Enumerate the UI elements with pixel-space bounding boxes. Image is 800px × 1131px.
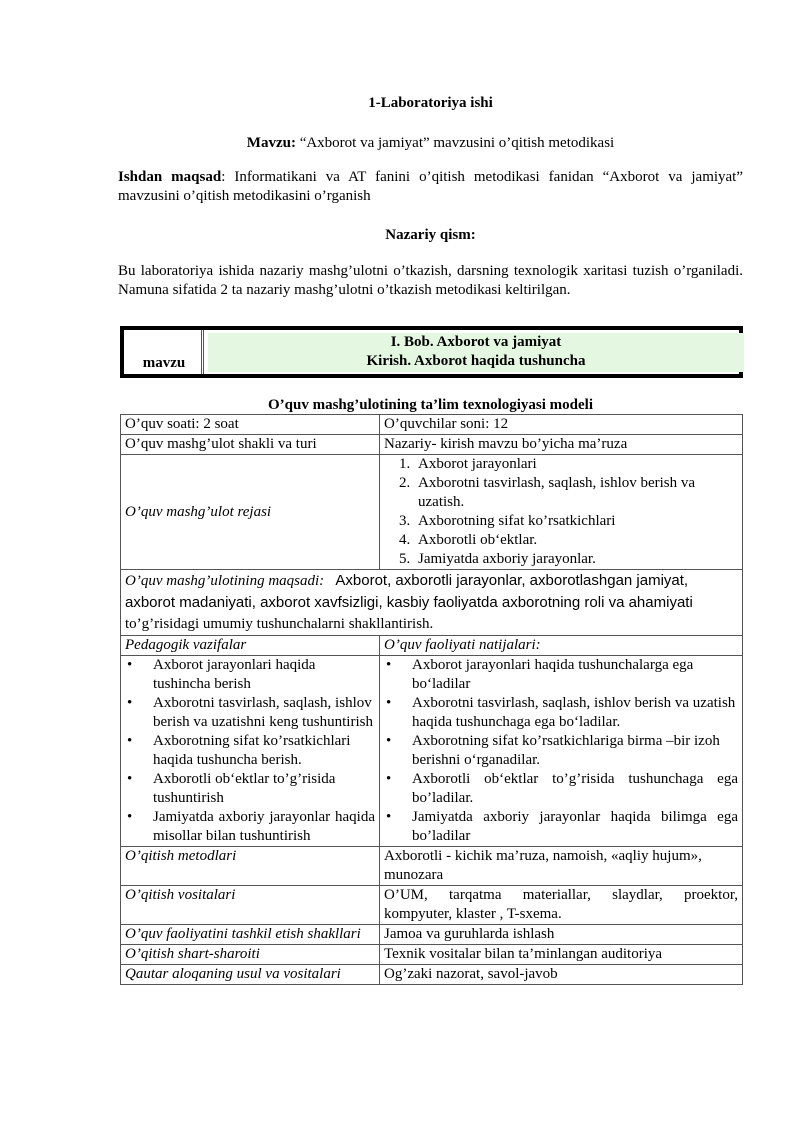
- list-item: 3. Axborotning sifat ko’rsatkichlari: [414, 512, 738, 531]
- metod-value: Axborotli - kichik ma’ruza, namoish, «aqliy hujum», munozara: [380, 847, 743, 886]
- list-item: • Axborotni tasvirlash, saqlash, ishlov berish va uzatishni keng tushuntirish: [149, 694, 375, 732]
- vosita-value: O’UM, tarqatma materiallar, slaydlar, proektor, kompyuter, klaster , T-sxema.: [380, 886, 743, 925]
- topic-line2: Kirish. Axborot haqida tushuncha: [366, 353, 586, 369]
- list-item: • Axborotli ob‘ektlar to’g’risida tushunchaga ega bo’ladilar.: [408, 770, 738, 808]
- table-row: [121, 455, 743, 570]
- mavzu-label: Mavzu:: [246, 135, 296, 151]
- maqsadi-text: Axborot, axborotli jarayonlar, axborotlashgan jamiyat, axborot madaniyati, axborot xavfsizligi, kasbiy faoliyatda axborotning roli va ahamiyati: [125, 572, 693, 611]
- shakli-label: O’quv mashg’ulot shakli va turi: [121, 435, 380, 455]
- reja-label: O’quv mashg’ulot rejasi: [121, 455, 380, 570]
- metod-label: O’qitish metodlari: [121, 847, 380, 886]
- topic-label-cell: [124, 330, 204, 374]
- list-item: • Jamiyatda axboriy jarayonlar haqida bilimga ega bo’ladilar: [408, 808, 738, 846]
- list-item: • Jamiyatda axboriy jarayonlar haqida misollar bilan tushuntirish: [149, 808, 375, 846]
- aloqa-value: Og’zaki nazorat, savol-javob: [380, 965, 743, 985]
- maqsadi-tail: to’g’risidagi umumiy tushunchalarni shakllantirish.: [125, 616, 434, 632]
- list-item: • Axborot jarayonlari haqida tushincha berish: [149, 656, 375, 694]
- soni-cell: O’quvchilar soni: 12: [380, 415, 743, 435]
- technology-model-table: [120, 414, 743, 985]
- list-item: 5. Jamiyatda axboriy jarayonlar.: [414, 550, 738, 569]
- mavzu-line: [118, 134, 743, 153]
- shakli-value: Nazariy- kirish mavzu bo’yicha ma’ruza: [380, 435, 743, 455]
- reja-list: [384, 455, 738, 569]
- vosita-label: O’qitish vositalari: [121, 886, 380, 925]
- list-item: • Axborotli ob‘ektlar to’g’risida tushuntirish: [149, 770, 375, 808]
- soat-cell: O’quv soati: 2 soat: [121, 415, 380, 435]
- table-row: [121, 945, 743, 965]
- intro-paragraph: Bu laboratoriya ishida nazariy mashg’ulotni o’tkazish, darsning texnologik xaritasi tuzish o’rganiladi. Namuna sifatida 2 ta nazariy mashg’ulotni o’tkazish metodikasi keltirilgan.: [118, 263, 743, 298]
- maqsadi-cell: [121, 570, 743, 636]
- table-row: [121, 636, 743, 656]
- list-item: • Axborotni tasvirlash, saqlash, ishlov berish va uzatish haqida tushunchaga ega bo‘ladilar.: [408, 694, 738, 732]
- aloqa-label: Qautar aloqaning usul va vositalari: [121, 965, 380, 985]
- maqsadi-label: O’quv mashg’ulotining maqsadi:: [125, 573, 325, 589]
- table-row: [121, 925, 743, 945]
- maqsad-label: Ishdan maqsad: [118, 169, 222, 185]
- pedagogik-list: [125, 656, 375, 846]
- tashkil-value: Jamoa va guruhlarda ishlash: [380, 925, 743, 945]
- maqsad-paragraph: [118, 168, 743, 206]
- topic-box: [120, 326, 743, 378]
- list-item: • Axborot jarayonlari haqida tushunchalarga ega bo‘ladilar: [408, 656, 738, 694]
- table-title: O’quv mashg’ulotining ta’lim texnologiyasi modeli: [267, 397, 594, 413]
- table-row: [121, 656, 743, 847]
- list-item: 4. Axborotli ob‘ektlar.: [414, 531, 738, 550]
- table-row: [121, 847, 743, 886]
- topic-label: mavzu: [142, 355, 186, 371]
- table-row: [121, 965, 743, 985]
- shart-value: Texnik vositalar bilan ta’minlangan auditoriya: [380, 945, 743, 965]
- table-row: [121, 415, 743, 435]
- topic-title-cell: [208, 333, 744, 372]
- shart-label: O’qitish shart-sharoiti: [121, 945, 380, 965]
- list-item: 2. Axborotni tasvirlash, saqlash, ishlov berish va uzatish.: [414, 474, 738, 512]
- list-item: • Axborotning sifat ko’rsatkichlariga birma –bir izoh berishni o‘rganadilar.: [408, 732, 738, 770]
- table-row: [121, 570, 743, 636]
- topic-line1: I. Bob. Axborot va jamiyat: [390, 334, 562, 350]
- natijalar-list: [384, 656, 738, 846]
- maqsad-text: : Informatikani va AT fanini o’qitish metodikasi fanidan “Axborot va jamiyat” mavzusini o’qitish metodikasini o’rganish: [118, 169, 744, 204]
- table-row: [121, 435, 743, 455]
- table-row: [121, 886, 743, 925]
- list-item: 1. Axborot jarayonlari: [414, 455, 738, 474]
- tashkil-label: O’quv faoliyatini tashkil etish shakllari: [121, 925, 380, 945]
- document-title: 1-Laboratoriya ishi: [368, 95, 493, 111]
- section-heading: Nazariy qism:: [385, 227, 476, 243]
- pedagogik-cell: [121, 656, 380, 847]
- mavzu-text: “Axborot va jamiyat” mavzusini o’qitish metodikasi: [295, 135, 615, 151]
- pedagogik-label: Pedagogik vazifalar: [121, 636, 380, 656]
- natijalar-label: O’quv faoliyati natijalari:: [380, 636, 743, 656]
- natijalar-cell: [380, 656, 743, 847]
- reja-cell: [380, 455, 743, 570]
- list-item: • Axborotning sifat ko’rsatkichlari haqida tushuncha berish.: [149, 732, 375, 770]
